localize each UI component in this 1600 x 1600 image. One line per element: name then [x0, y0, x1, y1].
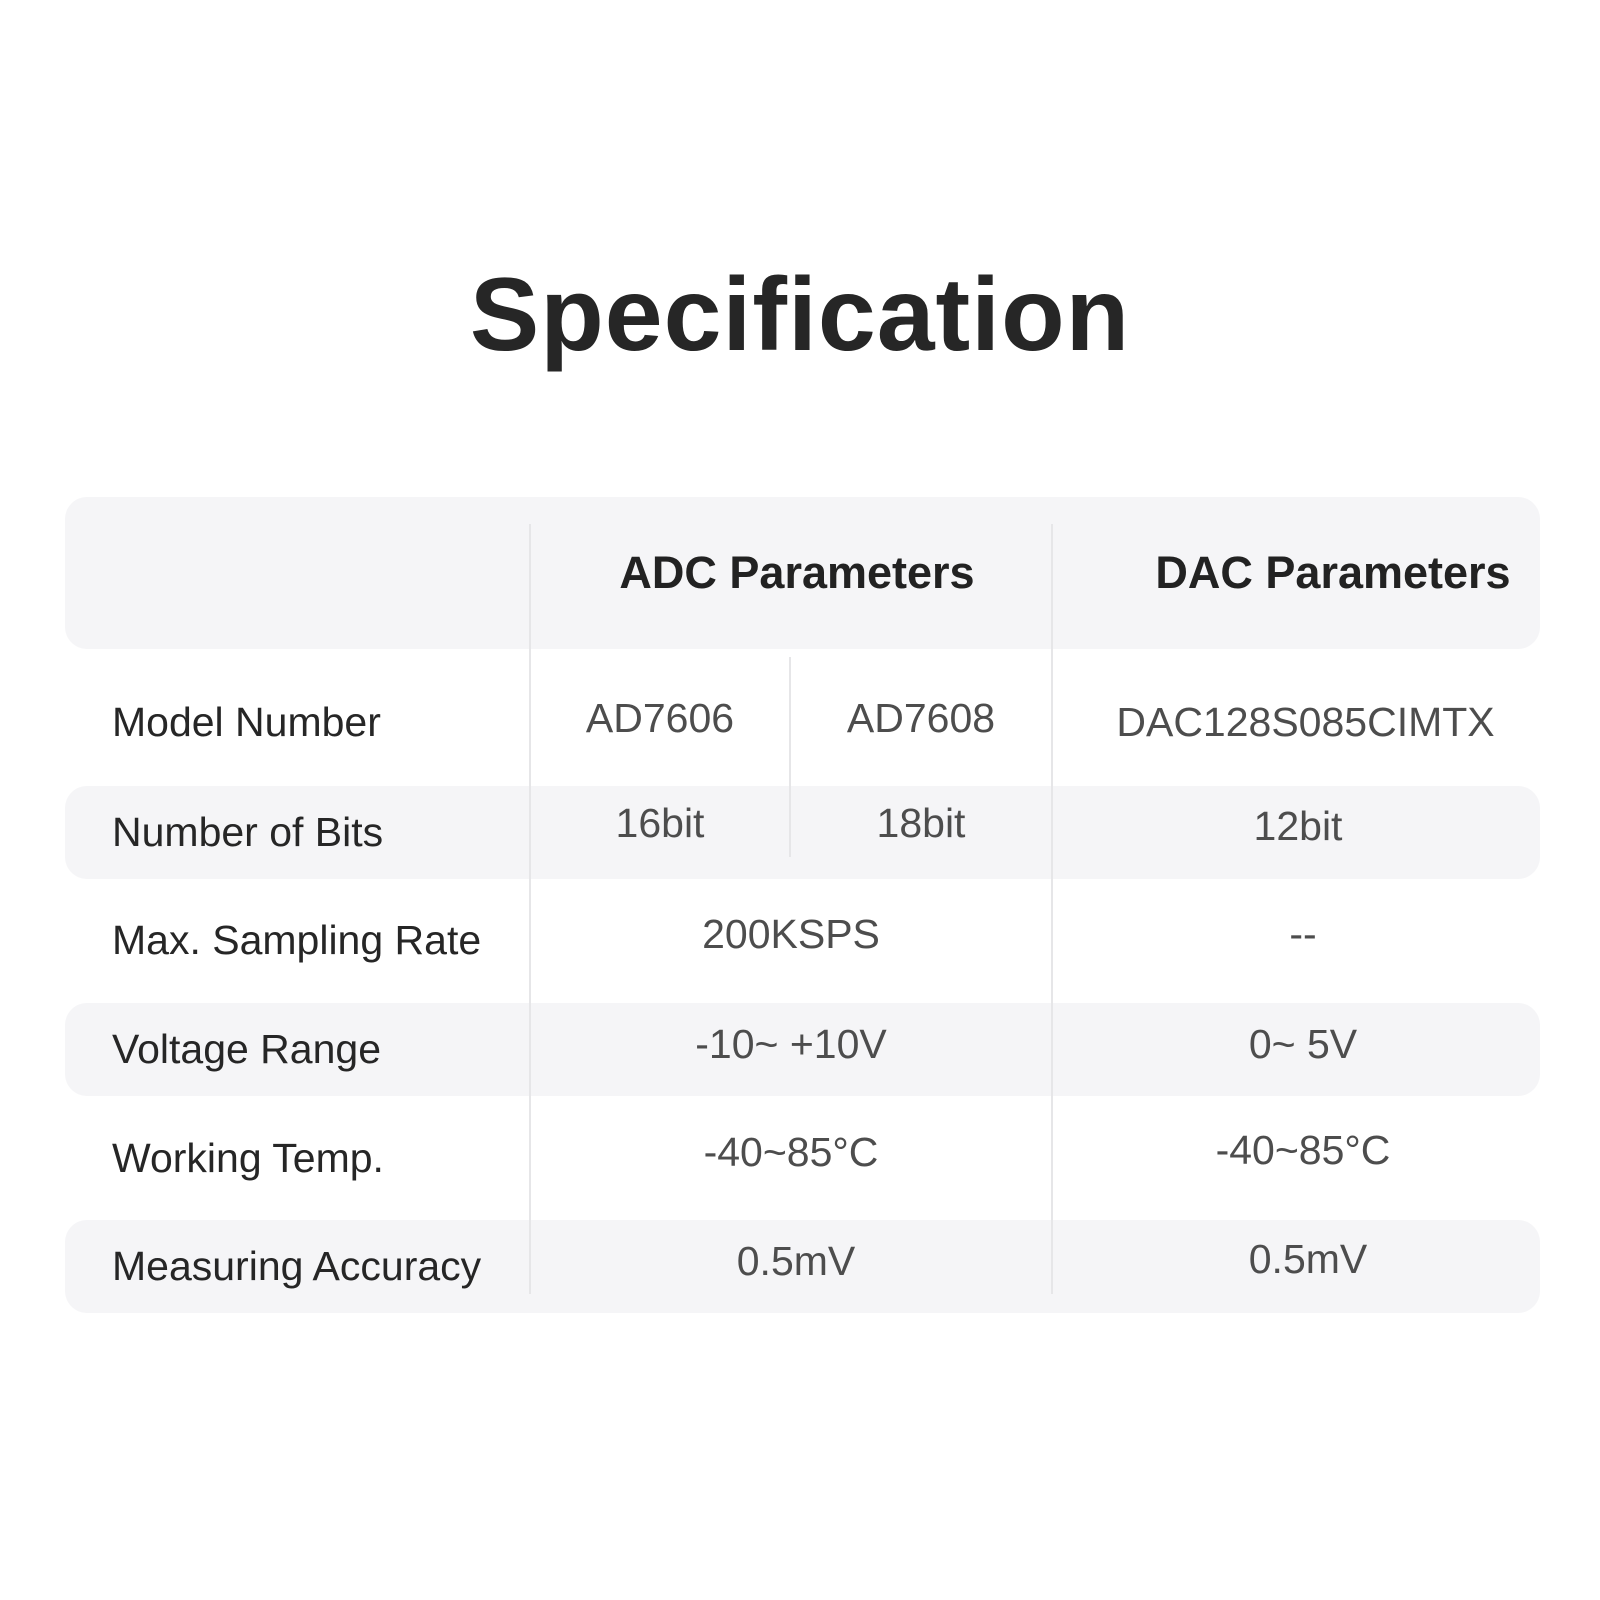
header-dac-parameters: DAC Parameters — [1155, 547, 1511, 598]
row-label-number-of-bits: Number of Bits — [112, 809, 384, 855]
cell-adc-sampling-rate: 200KSPS — [702, 911, 880, 957]
row-label-measuring-accuracy: Measuring Accuracy — [112, 1243, 482, 1289]
cell-dac-bits: 12bit — [1253, 803, 1343, 849]
cell-dac-model: DAC128S085CIMTX — [1116, 699, 1495, 745]
page-title: Specification — [469, 257, 1131, 373]
header-adc-parameters: ADC Parameters — [619, 547, 975, 598]
cell-dac-working-temp: -40~85°C — [1215, 1127, 1391, 1173]
cell-adc-model-2: AD7608 — [846, 695, 996, 741]
cell-adc-model-1: AD7606 — [585, 695, 735, 741]
cell-adc-measuring-accuracy: 0.5mV — [736, 1238, 856, 1284]
cell-dac-sampling-rate: -- — [1289, 911, 1317, 957]
row-label-working-temp: Working Temp. — [112, 1135, 384, 1181]
row-label-model-number: Model Number — [112, 699, 381, 745]
cell-adc-working-temp: -40~85°C — [703, 1129, 879, 1175]
cell-adc-voltage-range: -10~ +10V — [695, 1021, 887, 1067]
cell-dac-voltage-range: 0~ 5V — [1248, 1021, 1358, 1067]
cell-adc-bits-2: 18bit — [876, 800, 966, 846]
row-label-voltage-range: Voltage Range — [112, 1026, 382, 1072]
cell-dac-measuring-accuracy: 0.5mV — [1248, 1236, 1368, 1282]
cell-adc-bits-1: 16bit — [615, 800, 705, 846]
row-label-max-sampling-rate: Max. Sampling Rate — [112, 917, 482, 963]
